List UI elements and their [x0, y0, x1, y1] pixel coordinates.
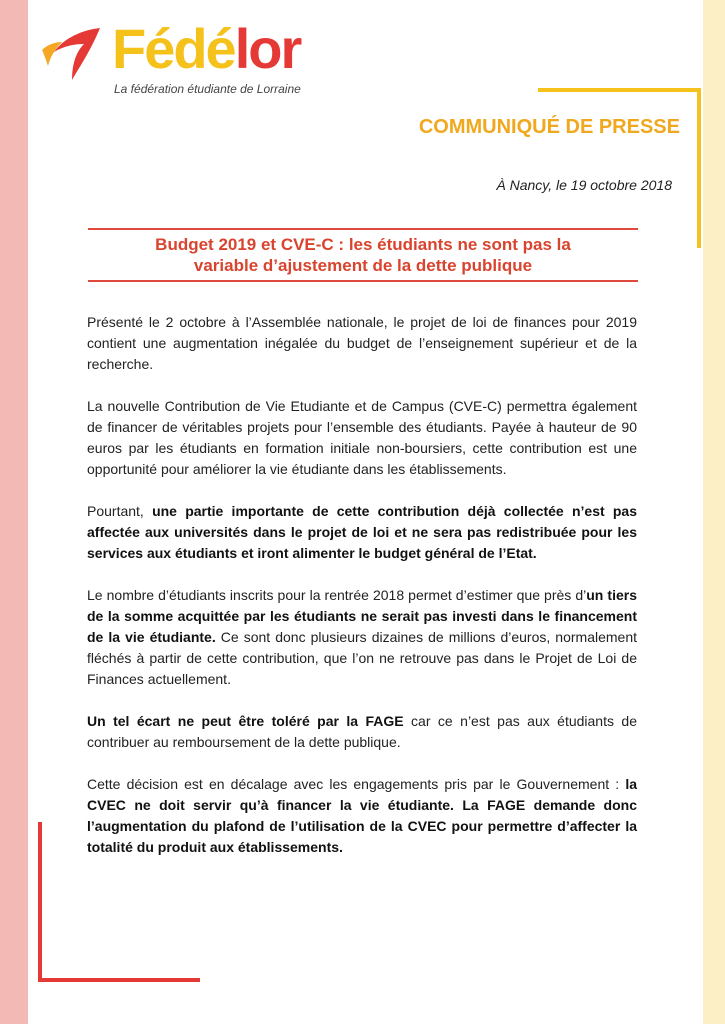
paragraph-6: Cette décision est en décalage avec les engagements pris par le Gouvernement : la CVEC ne doit servir qu’à financer la vie étudiante. La FAGE demande donc l’augmentation du plafond de l’utilisation de la CVEC pour permettre d’affecter la totalité du produit aux établissements. — [87, 776, 637, 855]
paragraph-1: Présenté le 2 octobre à l’Assemblée nationale, le projet de loi de finances pour 2019 contient une augmentation inégalée du budget de l’enseignement supérieur et de la recherche. — [87, 314, 637, 372]
title-line-2: variable d’ajustement de la dette publique — [193, 256, 533, 275]
flame-mark-icon — [40, 26, 106, 87]
left-decor-stripe — [0, 0, 28, 1024]
brand-name: Fédélor — [112, 17, 301, 80]
bottom-left-corner-line-vertical — [38, 822, 42, 982]
document-body — [87, 312, 637, 879]
paragraph-4: Le nombre d’étudiants inscrits pour la rentrée 2018 permet d’estimer que près d’un tiers de la somme acquittée par les étudiants ne serait pas investi dans le financement de la vie étudiante. Ce sont donc plusieurs dizaines de millions d’euros, normalement fléchés à partir de cette contribution, que l’on ne retrouve pas dans le Projet de Loi de Finances actuellement. — [87, 587, 638, 687]
paragraph-3: Pourtant, une partie importante de cette contribution déjà collectée n’est pas affectée aux universités dans le projet de loi et ne sera pas redistribuée pour les services aux étudiants et iront alimenter le budget général de l’Etat. — [87, 503, 638, 561]
fedelor-logo — [40, 17, 340, 102]
right-decor-stripe — [703, 0, 725, 1024]
top-right-corner-line-vertical — [697, 88, 701, 248]
title-line-1: Budget 2019 et CVE-C : les étudiants ne sont pas la — [155, 235, 571, 254]
press-release-label: COMMUNIQUÉ DE PRESSE — [418, 116, 680, 138]
document-title — [88, 228, 638, 282]
bottom-left-corner-line — [38, 978, 200, 982]
date-line: À Nancy, le 19 octobre 2018 — [496, 177, 672, 193]
paragraph-5: Un tel écart ne peut être toléré par la FAGE car ce n’est pas aux étudiants de contribuer au remboursement de la dette publique. — [87, 713, 637, 750]
paragraph-2: La nouvelle Contribution de Vie Etudiante et de Campus (CVE-C) permettra également de financer de véritables projets pour l’ensemble des étudiants. Payée à hauteur de 90 euros par les étudiants en formation initiale non-boursiers, cette contribution est une opportunité pour améliorer la vie étudiante dans les établissements. — [87, 398, 637, 477]
brand-tagline: La fédération étudiante de Lorraine — [114, 82, 301, 96]
top-right-corner-line — [538, 88, 701, 92]
